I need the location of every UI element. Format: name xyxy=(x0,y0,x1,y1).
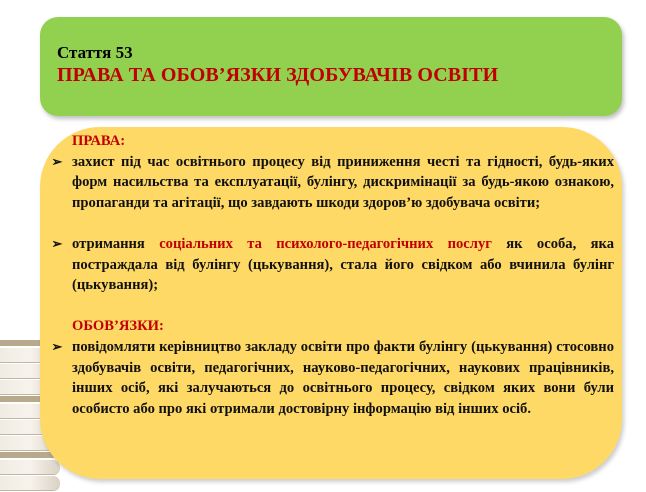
rights-item-services xyxy=(48,234,614,296)
duties-item-report-text: повідомляти керівництво закладу освіти про факти булінгу (цькування) стосовно здобувачів освіти, педагогічних, науково-педагогічних, наукових працівників, інших осіб, які залучаються до освітнього процесу, свідком яких вони були особисто або про які отримали достовірну інформацію від інших осіб. xyxy=(72,338,614,417)
rights-item-services-text-end: як особа, яка постраждала від булінгу (цькування), стала його свідком або вчинила булінг (цькування); xyxy=(72,235,614,294)
rights-item-services-text-start: отримання xyxy=(72,235,160,252)
arrowhead-bullet-icon: ➢ xyxy=(51,235,63,251)
rights-heading: ПРАВА: xyxy=(72,133,126,149)
rights-item-protection xyxy=(48,152,614,214)
duties-heading: ОБОВ’ЯЗКИ: xyxy=(72,318,164,335)
duties-item-report xyxy=(48,337,614,419)
rights-item-services-highlight: соціальних та психолого-педагогічних послуг xyxy=(159,235,492,252)
article-header xyxy=(40,17,622,116)
arrowhead-bullet-icon: ➢ xyxy=(51,338,63,354)
rights-item-protection-text: захист під час освітнього процесу від приниження честі та гідності, будь-яких форм насильства та експлуатації, булінгу, дискримінації за будь-якою ознакою, пропаганди та агітації, що завдають шкоди здоров’ю здобувача освіти; xyxy=(72,153,614,211)
article-number: Стаття 53 xyxy=(57,43,133,62)
arrowhead-bullet-icon: ➢ xyxy=(51,153,63,169)
content-text xyxy=(48,131,614,419)
article-title: ПРАВА ТА ОБОВ’ЯЗКИ ЗДОБУВАЧІВ ОСВІТИ xyxy=(57,64,499,86)
